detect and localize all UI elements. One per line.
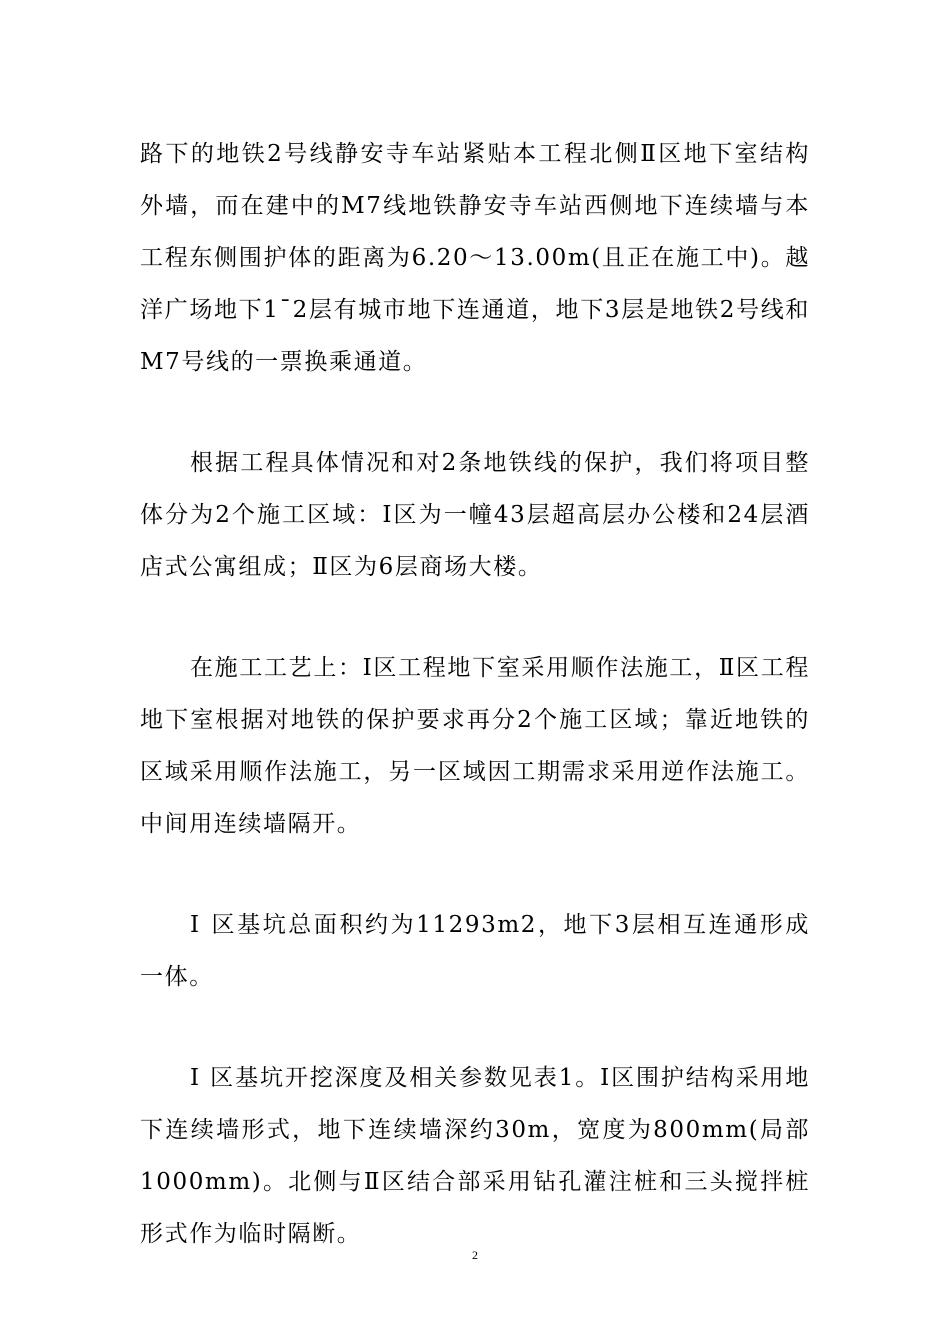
paragraph-1: 路下的地铁2号线静安寺车站紧贴本工程北侧Ⅱ区地下室结构外墙，而在建中的M7线地铁静安寺车站西侧地下连续墙与本工程东侧围护体的距离为6.20～13.00m(且正在施工中)。越洋广场地下1ˉ2层有城市地下连通道，地下3层是地铁2号线和M7号线的一票换乘通道。 — [140, 141, 810, 375]
body-text — [140, 128, 810, 1309]
paragraph-4: Ⅰ 区基坑总面积约为11293m2，地下3层相互连通形成一体。 — [140, 912, 810, 990]
paragraph-2: 根据工程具体情况和对2条地铁线的保护，我们将项目整体分为2个施工区域：Ⅰ区为一幢43层超高层办公楼和24层酒店式公寓组成；Ⅱ区为6层商场大楼。 — [140, 450, 810, 580]
paragraph-5: Ⅰ 区基坑开挖深度及相关参数见表1。Ⅰ区围护结构采用地下连续墙形式，地下连续墙深约30m，宽度为800mm(局部1000mm)。北侧与Ⅱ区结合部采用钻孔灌注桩和三头搅拌桩形式作为临时隔断。 — [140, 1065, 810, 1247]
paragraph-3: 在施工工艺上：Ⅰ区工程地下室采用顺作法施工，Ⅱ区工程地下室根据对地铁的保护要求再分2个施工区域；靠近地铁的区域采用顺作法施工，另一区域因工期需求采用逆作法施工。中间用连续墙隔开。 — [140, 655, 810, 837]
page-number: 2 — [472, 1248, 478, 1262]
